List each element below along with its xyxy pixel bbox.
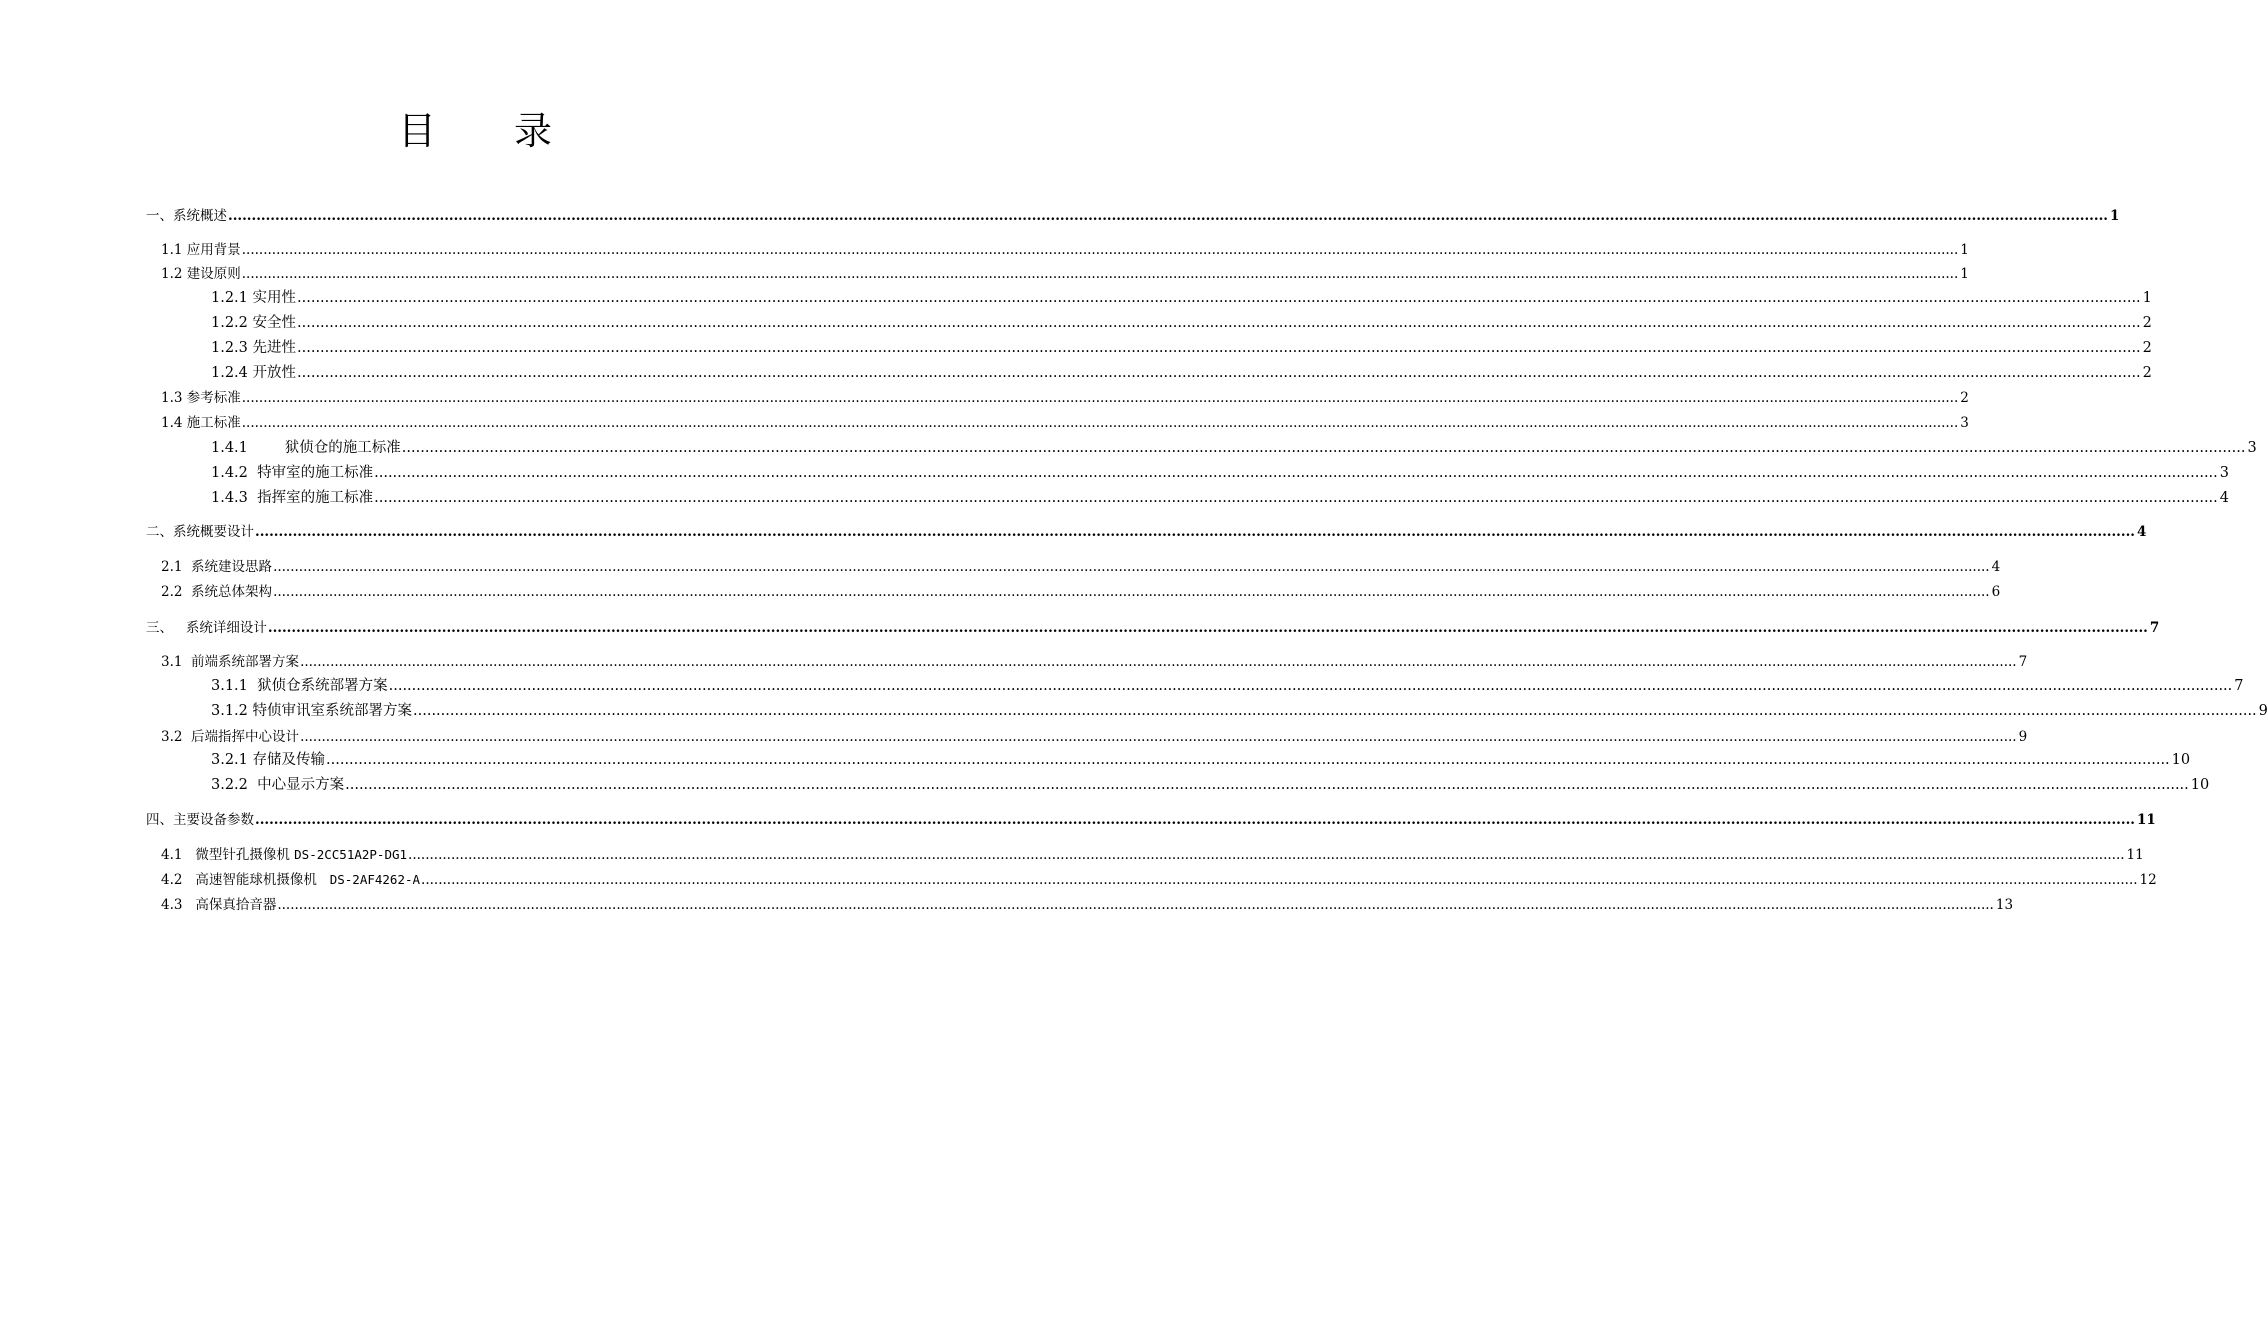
toc-leader-dots: ................................................................................................................................................................................................................................................................................................................................................................................................................ (241, 242, 1959, 258)
toc-entry-2-2[interactable] (161, 580, 2001, 602)
toc-leader-dots: ................................................................................................................................................................................................................................................................................................................................................................................................................ (326, 752, 2170, 768)
toc-entry-1-4-3[interactable] (211, 486, 2230, 508)
toc-entry-label: 1.2.2 安全性 (211, 315, 297, 331)
toc-leader-dots: ................................................................................................................................................................................................................................................................................................................................................................................................................ (413, 703, 2257, 719)
toc-entry-3-2-1[interactable] (211, 748, 2191, 770)
toc-entry-1-1[interactable] (161, 238, 1969, 260)
toc-entry-page: 9 (2258, 703, 2268, 719)
toc-entry-1-2[interactable] (161, 262, 1969, 284)
toc-entry-2-1[interactable] (161, 555, 2001, 577)
toc-entry-label: 1.4.3 指挥室的施工标准 (211, 490, 374, 506)
toc-leader-dots: ................................................................................................................................................................................................................................................................................................................................................................................................................ (228, 208, 2108, 224)
toc-entry-1-2-1[interactable] (211, 286, 2152, 308)
toc-entry-page: 4 (2136, 524, 2147, 540)
toc-entry-label: 1.4 施工标准 (161, 415, 241, 431)
toc-entry-label (161, 868, 420, 888)
toc-leader-dots: ................................................................................................................................................................................................................................................................................................................................................................................................................ (255, 524, 2135, 540)
toc-entry-label: 1.2.1 实用性 (211, 290, 297, 306)
toc-leader-dots: ................................................................................................................................................................................................................................................................................................................................................................................................................ (300, 654, 2017, 670)
title-char-1: 目 (397, 109, 436, 153)
toc-entry-label: 1.2.4 开放性 (211, 365, 297, 381)
toc-leader-dots: ................................................................................................................................................................................................................................................................................................................................................................................................................ (241, 390, 1959, 406)
toc-entry-model-code: DS-2CC51A2P-DG1 (294, 847, 408, 862)
toc-entry-label: 1.4.1 狱侦仓的施工标准 (211, 440, 401, 456)
toc-entry-page: 1 (1960, 266, 1969, 282)
toc-entry-1-4-1[interactable] (211, 436, 2257, 458)
toc-entry-label: 1.2 建设原则 (161, 266, 241, 282)
toc-entry-model-code: DS-2AF4262-A (329, 872, 421, 887)
toc-entry-page: 2 (2142, 365, 2152, 381)
toc-entry-label: 2.1 系统建设思路 (161, 559, 273, 575)
toc-entry-3-1-2[interactable] (211, 699, 2268, 721)
toc-entry-4[interactable] (146, 808, 2156, 830)
toc-entry-page: 10 (2190, 777, 2210, 793)
toc-entry-page: 2 (2142, 340, 2152, 356)
toc-entry-3-2[interactable] (161, 725, 2028, 747)
toc-entry-page: 11 (2126, 847, 2144, 863)
toc-entry-label-main: 4.1 微型针孔摄像机 (161, 847, 295, 863)
toc-entry-3[interactable] (146, 616, 2160, 638)
toc-entry-label: 1.1 应用背景 (161, 242, 241, 258)
toc-entry-page: 11 (2136, 812, 2156, 828)
toc-entry-page: 4 (2219, 490, 2230, 506)
toc-entry-4-3[interactable] (161, 893, 2014, 915)
toc-entry-label (161, 843, 407, 863)
toc-entry-label: 1.3 参考标准 (161, 390, 241, 406)
toc-entry-page: 2 (1960, 390, 1969, 406)
toc-leader-dots: ................................................................................................................................................................................................................................................................................................................................................................................................................ (241, 415, 1959, 431)
toc-entry-1-3[interactable] (161, 386, 1969, 408)
toc-entry-page: 4 (1991, 559, 2001, 575)
toc-leader-dots: ................................................................................................................................................................................................................................................................................................................................................................................................................ (421, 872, 2138, 888)
toc-entry-page: 9 (2018, 729, 2028, 745)
toc-entry-label-main: 4.2 高速智能球机摄像机 (161, 872, 330, 888)
toc-leader-dots: ................................................................................................................................................................................................................................................................................................................................................................................................................ (297, 340, 2141, 356)
toc-entry-label: 3.1.2 特侦审讯室系统部署方案 (211, 703, 413, 719)
toc-entry-label: 4.3 高保真拾音器 (161, 897, 277, 913)
toc-leader-dots: ................................................................................................................................................................................................................................................................................................................................................................................................................ (374, 490, 2218, 506)
toc-leader-dots: ................................................................................................................................................................................................................................................................................................................................................................................................................ (374, 465, 2218, 481)
toc-leader-dots: ................................................................................................................................................................................................................................................................................................................................................................................................................ (273, 584, 1990, 600)
toc-leader-dots: ................................................................................................................................................................................................................................................................................................................................................................................................................ (388, 678, 2233, 694)
toc-leader-dots: ................................................................................................................................................................................................................................................................................................................................................................................................................ (300, 729, 2017, 745)
toc-leader-dots: ................................................................................................................................................................................................................................................................................................................................................................................................................ (255, 812, 2135, 828)
title-char-2: 录 (514, 109, 553, 153)
toc-entry-page: 3 (1960, 415, 1969, 431)
toc-entry-1-2-4[interactable] (211, 361, 2152, 383)
toc-leader-dots: ................................................................................................................................................................................................................................................................................................................................................................................................................ (273, 559, 1990, 575)
toc-leader-dots: ................................................................................................................................................................................................................................................................................................................................................................................................................ (267, 620, 2148, 636)
toc-leader-dots: ................................................................................................................................................................................................................................................................................................................................................................................................................ (408, 847, 2125, 863)
toc-entry-3-1-1[interactable] (211, 674, 2244, 696)
toc-entry-page: 1 (1960, 242, 1969, 258)
toc-entry-1[interactable] (146, 204, 2120, 226)
toc-entry-4-1[interactable] (161, 843, 2144, 865)
toc-entry-label: 一、系统概述 (146, 208, 227, 224)
page-title (0, 106, 950, 156)
toc-entry-page: 2 (2142, 315, 2152, 331)
toc-entry-page: 7 (2149, 620, 2160, 636)
toc-entry-3-2-2[interactable] (211, 773, 2210, 795)
toc-entry-3-1[interactable] (161, 650, 2028, 672)
toc-entry-page: 13 (1995, 897, 2014, 913)
toc-entry-label: 2.2 系统总体架构 (161, 584, 273, 600)
toc-entry-page: 10 (2171, 752, 2191, 768)
toc-entry-label: 3.2.2 中心显示方案 (211, 777, 345, 793)
toc-entry-label: 二、系统概要设计 (146, 524, 254, 540)
toc-leader-dots: ................................................................................................................................................................................................................................................................................................................................................................................................................ (401, 440, 2246, 456)
toc-entry-page: 12 (2139, 872, 2157, 888)
toc-entry-label: 四、主要设备参数 (146, 812, 254, 828)
toc-entry-1-4[interactable] (161, 411, 1969, 433)
toc-entry-label: 3.2 后端指挥中心设计 (161, 729, 300, 745)
toc-leader-dots: ................................................................................................................................................................................................................................................................................................................................................................................................................ (277, 897, 1994, 913)
toc-entry-page: 6 (1991, 584, 2001, 600)
toc-entry-1-4-2[interactable] (211, 461, 2230, 483)
toc-leader-dots: ................................................................................................................................................................................................................................................................................................................................................................................................................ (297, 315, 2141, 331)
toc-entry-1-2-2[interactable] (211, 311, 2152, 333)
toc-entry-page: 7 (2018, 654, 2028, 670)
toc-entry-page: 1 (2142, 290, 2152, 306)
toc-leader-dots: ................................................................................................................................................................................................................................................................................................................................................................................................................ (241, 266, 1959, 282)
toc-entry-label: 3.1.1 狱侦仓系统部署方案 (211, 678, 388, 694)
toc-entry-page: 3 (2247, 440, 2257, 456)
toc-entry-4-2[interactable] (161, 868, 2157, 890)
toc-leader-dots: ................................................................................................................................................................................................................................................................................................................................................................................................................ (345, 777, 2189, 793)
toc-entry-label: 1.2.3 先进性 (211, 340, 297, 356)
toc-entry-label: 3.1 前端系统部署方案 (161, 654, 300, 670)
toc-leader-dots: ................................................................................................................................................................................................................................................................................................................................................................................................................ (297, 365, 2141, 381)
toc-entry-1-2-3[interactable] (211, 336, 2152, 358)
toc-entry-page: 1 (2109, 208, 2120, 224)
toc-leader-dots: ................................................................................................................................................................................................................................................................................................................................................................................................................ (297, 290, 2141, 306)
toc-entry-label: 三、 系统详细设计 (146, 620, 267, 636)
toc-entry-2[interactable] (146, 520, 2147, 542)
toc-entry-page: 3 (2219, 465, 2230, 481)
toc-entry-label: 3.2.1 存储及传输 (211, 752, 326, 768)
toc-entry-label: 1.4.2 特审室的施工标准 (211, 465, 374, 481)
toc-entry-page: 7 (2234, 678, 2244, 694)
